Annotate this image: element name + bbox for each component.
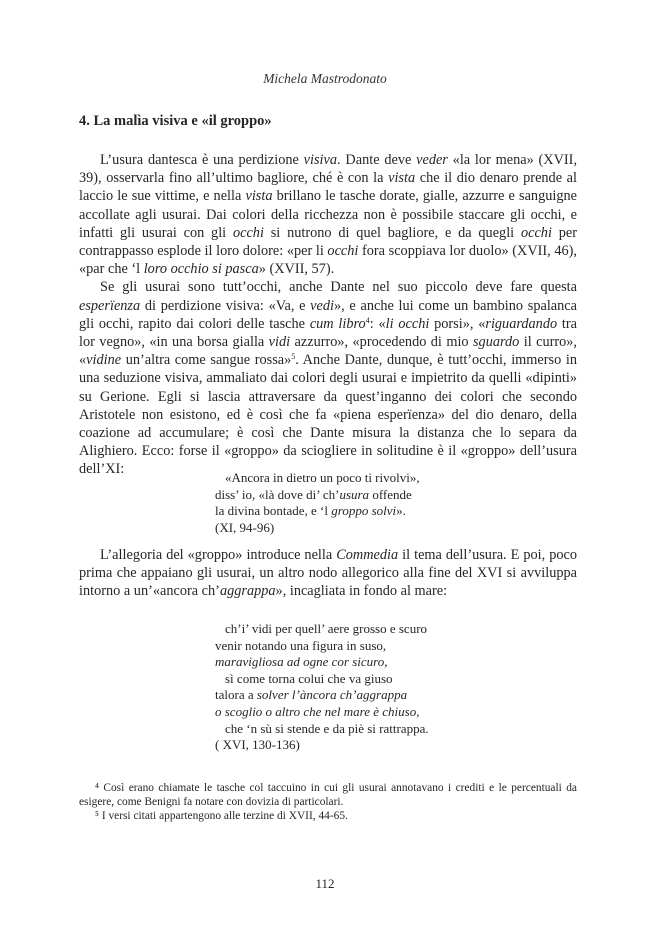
body-text-2: [79, 546, 577, 601]
verse-quote-2: [215, 621, 429, 754]
verse-line: la divina bontade, e ‘l groppo solvi».: [215, 503, 406, 519]
verse-line: venir notando una figura in suso,: [215, 637, 387, 653]
verse-line: o scoglio o altro che nel mare è chiuso,: [215, 703, 420, 719]
verse-line: diss’ io, «là dove di’ ch’usura offende: [215, 486, 412, 502]
verse-line: ch’i’ vidi per quell’ aere grosso e scuro: [225, 621, 428, 636]
footnote-ref-5[interactable]: 5: [291, 352, 296, 362]
footnote-5: ⁵ I versi citati appartengono alle terzine di XVII, 44-65.: [95, 810, 348, 823]
verse-line: «Ancora in dietro un poco ti rivolvi»,: [225, 470, 420, 485]
verse-reference: (XI, 94-96): [215, 519, 275, 535]
page-number: 112: [315, 876, 335, 891]
verse-quote-1: [215, 470, 420, 536]
paragraph-1: L’usura dantesca è una perdizione visiva. Dante deve veder «la lor mena» (XVII, 39), osservarla fino all’ultimo bagliore, ché è con la vista che il dio denaro prende al laccio le sue vittime, e nella vista brillano le tasche dorate, gialle, azzurre e sanguigne accollate agli usurai. Dai colori della ricchezza non è possibile staccare gli occhi, e infatti gli usurai con gli occhi si nutrono di quel bagliore, e da quegli occhi per contrappasso esplode il loro dolore: «per li occhi fora scoppiava lor duolo» (XVII, 46), «par che ‘l loro occhio si pasca» (XVII, 57).: [79, 152, 578, 278]
verse-line: sì come torna colui che va giuso: [225, 670, 393, 686]
paragraph-2: Se gli usurai sono tutt’occhi, anche Dante nel suo piccolo deve fare questa esperïenza di perdizione visiva: «Va, e vedi», e anche lui come un bambino spalanca gli occhi, rapito dai colori delle tasche cum libro$^4$: «li occhi porsi», «riguardando tra lor vegno», «in una borsa gialla vidi azzurro», «procedendo di mio sguardo il curro», «vidine un’altra come sangue rossa»$^5$. Anche Dante, dunque, è tutt’occhi, immerso in una seduzione visiva, ammaliato dai colori degli usurai e impietrito da quelli «dipinti» su Gerione. Egli si lascia attraversare da quest’inganno dei colori che secondo Aristotele non esistono, ed è così che fa «piena esperïenza» del dio denaro, della coazione ad accumulare; è così che Dante misura la distanza che lo separa da Alighiero. Ecco: forse il «groppo» da sciogliere in solitudine è il «groppo» dell’usura dell’XI:: [79, 279, 578, 478]
verse-line: maravigliosa ad ogne cor sicuro,: [215, 654, 388, 670]
section-title: 4. La malìa visiva e «il groppo»: [79, 113, 272, 129]
footnote-4: ⁴ Così erano chiamate le tasche col taccuino in cui gli usurai annotavano i crediti e le percentuali da esigere, come Benigni fa notare con dovizia di particolari.: [79, 782, 577, 809]
running-header: Michela Mastrodonato: [263, 71, 387, 86]
verse-reference: ( XVI, 130-136): [215, 737, 300, 753]
paragraph-3: L’allegoria del «groppo» introduce nella Commedia il tema dell’usura. E poi, poco prima che appaiano gli usurai, un altro nodo allegorico alla fine del XVI si avviluppa intorno a un’«ancora ch’aggrappa», incagliata in fondo al mare:: [79, 547, 577, 600]
body-text: [79, 151, 577, 479]
footnotes: [79, 781, 577, 824]
verse-line: talora a solver l’àncora ch’aggrappa: [215, 687, 408, 703]
verse-line: che ‘n sù si stende e da piè si rattrappa.: [225, 720, 429, 736]
footnote-ref-4[interactable]: 4: [365, 315, 370, 325]
